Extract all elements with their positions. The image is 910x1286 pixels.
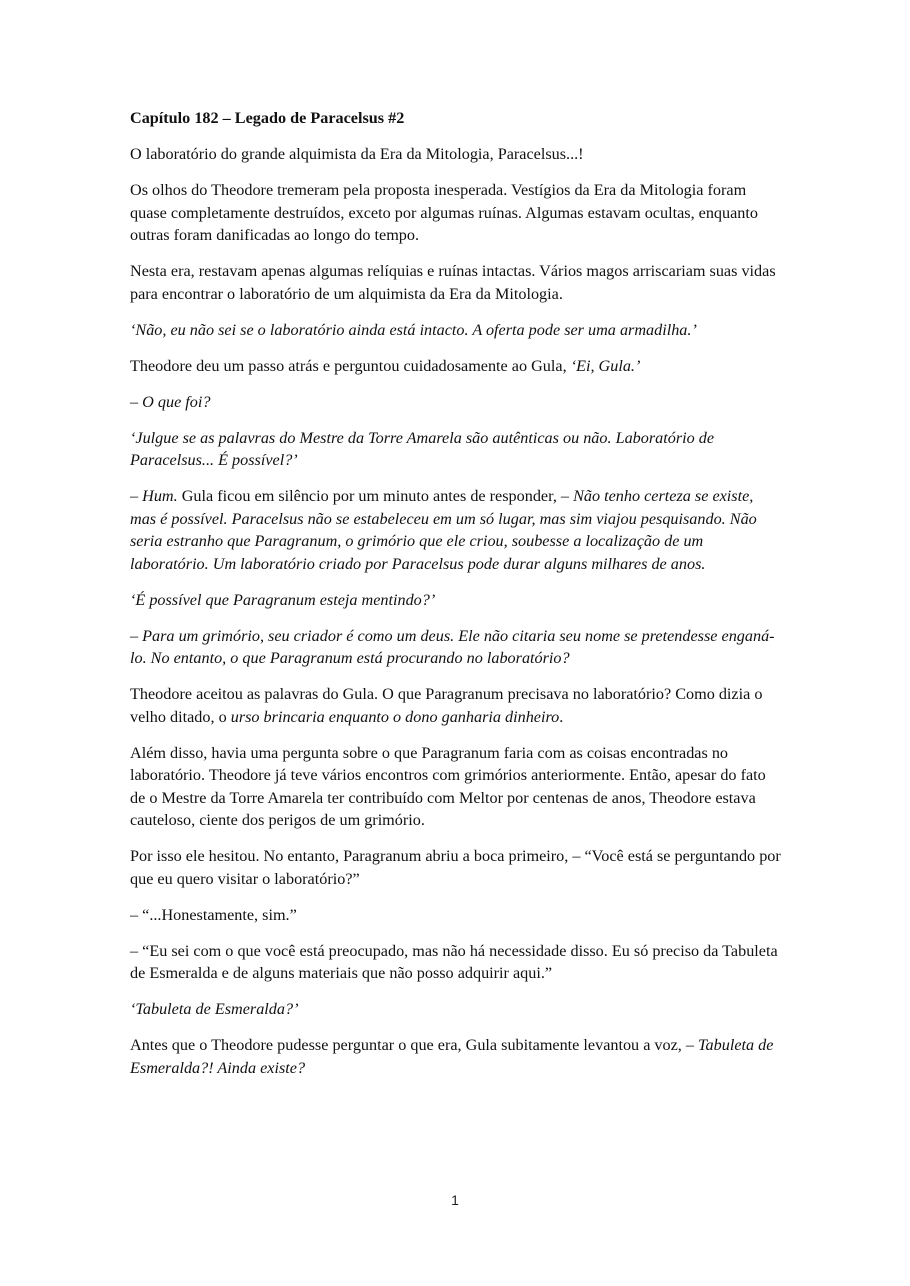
- paragraph: [130, 179, 782, 247]
- text-run: .: [559, 707, 564, 726]
- text-run: Por isso ele hesitou. No entanto, Paragranum abriu a boca primeiro, – “Você está se perguntando por que eu quero visitar o laboratório?”: [130, 847, 781, 888]
- italic-run: O que foi?: [142, 392, 211, 411]
- italic-run: ‘Tabuleta de Esmeralda?’: [130, 1000, 299, 1018]
- paragraph: [130, 143, 782, 166]
- italic-run: urso brincaria enquanto o dono ganharia dinheiro: [230, 707, 560, 726]
- text-run: Os olhos do Theodore tremeram pela proposta inesperada. Vestígios da Era da Mitologia foram quase completamente destruídos, exceto por algumas ruínas. Algumas estavam ocultas, enquanto outras foram danificadas ao longo do tempo.: [130, 181, 758, 244]
- text-run: Nesta era, restavam apenas algumas relíquias e ruínas intactas. Vários magos arriscariam suas vidas para encontrar o laboratório de um alquimista da Era da Mitologia.: [130, 262, 776, 303]
- paragraph: [130, 683, 782, 728]
- text-run: –: [130, 487, 139, 505]
- page-number: 1: [451, 1192, 459, 1208]
- paragraph-list: [130, 143, 782, 1079]
- italic-run: ‘Julgue se as palavras do Mestre da Torre Amarela são autênticas ou não. Laboratório de Paracelsus... É possível?’: [130, 428, 715, 469]
- text-run: Theodore deu um passo atrás e perguntou cuidadosamente ao Gula,: [130, 356, 567, 375]
- italic-run: ‘Não, eu não sei se o laboratório ainda está intacto. A oferta pode ser uma armadilha.’: [130, 320, 697, 339]
- paragraph: [130, 355, 782, 378]
- text-run: – “...Honestamente, sim.”: [130, 905, 297, 924]
- italic-run: Tabuleta de Esmeralda?! Ainda existe?: [130, 1036, 774, 1077]
- paragraph: [130, 845, 782, 890]
- text-run: Além disso, havia uma pergunta sobre o que Paragranum faria com as coisas encontradas no laboratório. Theodore já teve vários encontros com grimórios anteriormente. Então, apesar do fato de o Mestre da Torre Amarela ter contribuído com Meltor por centenas de anos, Theodore estava cauteloso, ciente dos perigos de um grimório.: [130, 743, 766, 829]
- paragraph: [130, 427, 782, 472]
- paragraph: [130, 625, 782, 670]
- italic-run: ‘É possível que Paragranum esteja mentindo?’: [130, 590, 436, 609]
- italic-run: – Para um grimório, seu criador é como um deus. Ele não citaria seu nome se pretendesse enganá-lo. No entanto, o que Paragranum está procurando no laboratório?: [130, 626, 775, 667]
- paragraph: [130, 940, 782, 985]
- text-run: Theodore aceitou as palavras do Gula. O que Paragranum precisava no laboratório? Como dizia o velho ditado, o: [130, 685, 763, 726]
- paragraph: [130, 260, 782, 305]
- text-run: Antes que o Theodore pudesse perguntar o que era, Gula subitamente levantou a voz, –: [130, 1036, 694, 1054]
- paragraph: [130, 319, 782, 342]
- chapter-title: Capítulo 182 – Legado de Paracelsus #2: [130, 109, 405, 127]
- text-run: –: [130, 392, 139, 411]
- italic-run: Não tenho certeza se existe, mas é possível. Paracelsus não se estabeleceu em um só lugar, mas sim viajou pesquisando. Não seria estranho que Paragranum, o grimório que ele criou, soubesse a localização de um laboratório. Um laboratório criado por Paracelsus pode durar alguns milhares de anos.: [130, 487, 757, 573]
- text-run: Gula ficou em silêncio por um minuto antes de responder, –: [181, 487, 570, 505]
- italic-run: ‘Ei, Gula.’: [570, 356, 641, 375]
- paragraph: [130, 589, 782, 612]
- paragraph: [130, 904, 782, 927]
- paragraph: [130, 742, 782, 832]
- document-body: [130, 107, 782, 1093]
- paragraph: [130, 1034, 782, 1079]
- text-run: – “Eu sei com o que você está preocupado, mas não há necessidade disso. Eu só preciso da Tabuleta de Esmeralda e de alguns materiais que não posso adquirir aqui.”: [130, 941, 778, 982]
- text-run: O laboratório do grande alquimista da Era da Mitologia, Paracelsus...!: [130, 145, 584, 163]
- italic-run: Hum.: [142, 487, 178, 505]
- paragraph: [130, 998, 782, 1021]
- paragraph: [130, 485, 782, 575]
- paragraph: [130, 391, 782, 414]
